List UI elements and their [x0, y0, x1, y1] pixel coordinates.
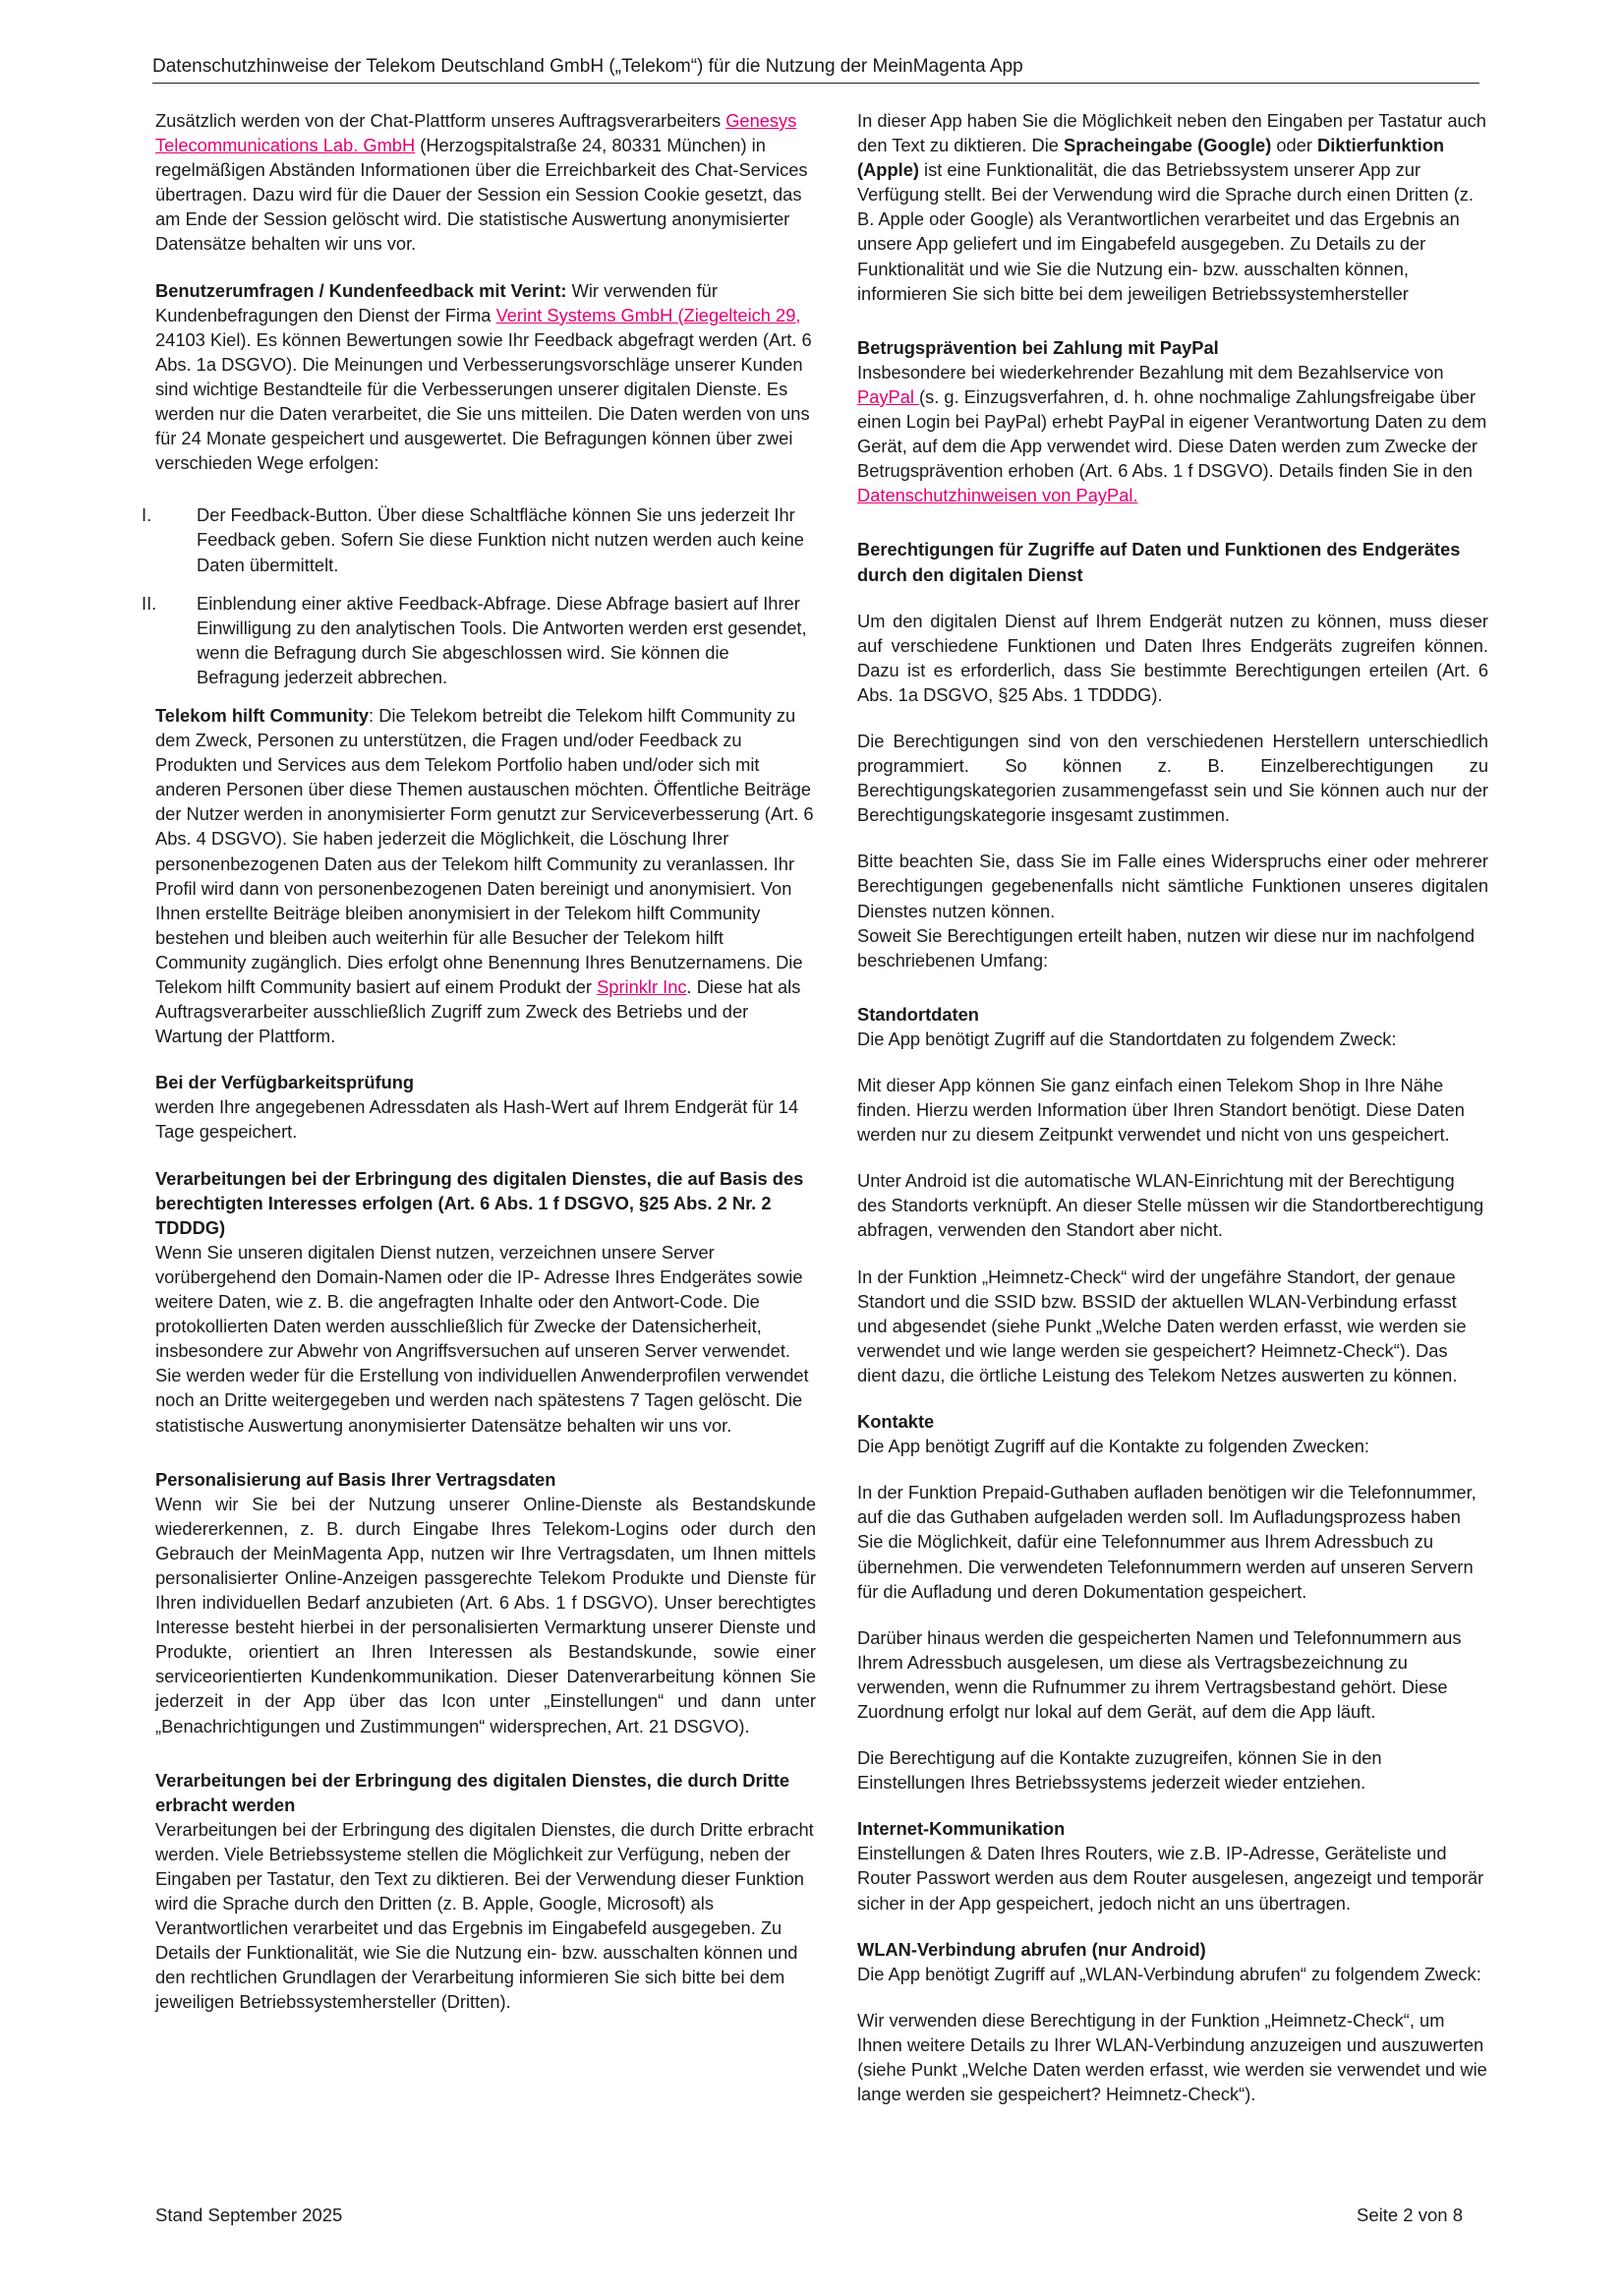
list-text: Einblendung einer aktive Feedback-Abfrage. Diese Abfrage basiert auf Ihrer Einwilligung zu den analytischen Tools. Die Antworten werden erst gesendet, wenn die Befragung durch Sie abgeschlossen wird. Sie können die Befragung jederzeit abbrechen. [197, 592, 807, 687]
community-text: : Die Telekom betreibt die Telekom hilft Community zu dem Zweck, Personen zu unterstützen, die Fragen und/oder Feedback zu Produkten und Services aus dem Telekom Portfolio haben und/oder sich mit anderen Personen über diese Themen austauschen möchten. Öffentliche Beiträge der Nutzer werden in anonymisierter Form genutzt zur Serviceverbesserung (Art. 6 Abs. 4 DSGVO). Sie haben jederzeit die Möglichkeit, die Löschung Ihrer personenbezogenen Daten aus der Telekom hilft Community zu veranlassen. Ihr Profil wird dann von personenbezogenen Daten bereinigt und anonymisiert. Von Ihnen erstellte Beiträge bleiben anonymisiert in der Telekom hilft Community bestehen und bleiben auch weiterhin für alle Besucher der Telekom hilft Community zugänglich. Dies erfolgt ohne Benennung Ihres Benutzernamens. Die Telekom hilft Community basiert auf einem Produkt der [155, 704, 814, 997]
wlan-text-2: Wir verwenden diese Berechtigung in der Funktion „Heimnetz-Check“, um Ihnen weitere Details zu Ihrer WLAN-Verbindung anzuzeigen und auszuwerten (siehe Punkt „Welche Daten werden erfasst, wie werden sie verwendet und wie lange werden sie gespeichert? Heimnetz-Check“). [857, 2009, 1487, 2105]
contacts-text-2: In der Funktion Prepaid-Guthaben aufladen benötigen wir die Telefonnummer, auf die das Guthaben aufgeladen werden soll. Im Aufladungsprozess haben Sie die Möglichkeit, dafür eine Telefonnummer aus Ihrem Adressbuch zu übernehmen. Die verwendeten Telefonnummern werden auf unseren Servern für die Aufladung und deren Dokumentation gespeichert. [857, 1482, 1477, 1602]
page-header: Datenschutzhinweise der Telekom Deutschland GmbH („Telekom“) für die Nutzung der MeinMagenta App [152, 55, 1479, 84]
contacts-paragraph [857, 1409, 1488, 1458]
location-heading: Standortdaten [857, 1003, 979, 1025]
availability-text: werden Ihre angegebenen Adressdaten als Hash-Wert auf Ihrem Endgerät für 14 Tage gespeichert. [155, 1096, 799, 1143]
contacts-text-3: Darüber hinaus werden die gespeicherten Namen und Telefonnummern aus Ihrem Adressbuch ausgelesen, um diese als Vertragsbezeichnung zu verwenden, wenn die Rufnummer zu ihrem Vertragsbestand gehört. Diese Zuordnung erfolgt nur lokal auf dem Gerät, auf dem die App läuft. [857, 1626, 1462, 1722]
availability-paragraph [155, 1070, 816, 1144]
location-text-2: Mit dieser App können Sie ganz einfach einen Telekom Shop in Ihre Nähe finden. Hierzu werden Information über Ihren Standort benötigt. Diese Daten werden nur zu diesem Zeitpunkt verwendet und nicht von uns gespeichert. [857, 1075, 1465, 1146]
dictation-text-2: oder [1271, 135, 1318, 156]
internet-paragraph [857, 1816, 1488, 1914]
paypal-link[interactable]: PayPal [857, 385, 920, 407]
personal-text: Wenn wir Sie bei der Nutzung unserer Online-Dienste als Bestandskunde wiedererkennen, z. B. durch Eingabe Ihres Telekom-Logins oder durch den Gebrauch der MeinMagenta App, nutzen wir Ihre Vertragsdaten, um Ihnen mittels personalisierter Online-Anzeigen passgerechte Telekom Produkte und Dienste für Ihren individuellen Bedarf anzubieten (Art. 6 Abs. 1 f DSGVO). Unser berechtigtes Interesse besteht hierbei in der personalisierten Vermarktung unserer Dienste und Produkte, orientiert an Ihren Interessen als Bestandskunde, sowie einer serviceorientierten Kundenkommunikation. Dieser Datenverarbeitung können Sie jederzeit in der App über das Icon unter „Einstellungen“ und dann unter „Benachrichtigungen und Zustimmungen“ widersprechen, Art. 21 DSGVO). [155, 1493, 816, 1737]
dictation-paragraph [857, 108, 1488, 306]
personal-paragraph [155, 1467, 816, 1738]
third-heading: Verarbeitungen bei der Erbringung des digitalen Dienstes, die durch Dritte erbracht werden [155, 1769, 790, 1815]
location-text: Die App benötigt Zugriff auf die Standortdaten zu folgendem Zweck: [857, 1028, 1397, 1049]
contacts-text-4: Die Berechtigung auf die Kontakte zuzugreifen, können Sie in den Einstellungen Ihres Betriebssystems jederzeit wieder entziehen. [857, 1747, 1382, 1794]
verint-link[interactable]: Verint Systems GmbH (Ziegelteich 29, [495, 304, 801, 325]
contacts-text: Die App benötigt Zugriff auf die Kontakte zu folgenden Zwecken: [857, 1436, 1370, 1457]
permissions-heading: Berechtigungen für Zugriffe auf Daten und Funktionen des Endgerätes durch den digitalen Dienst [857, 539, 1461, 585]
footer-date: Stand September 2025 [155, 2205, 343, 2225]
legit-paragraph [155, 1166, 816, 1438]
verint-text-2: 24103 Kiel). Es können Bewertungen sowie Ihr Feedback abgefragt werden (Art. 6 Abs. 1a DSGVO). Die Meinungen und Verbesserungsvorschläge unserer Kunden sind wichtige Bestandteile für die Verbesserungen unserer digitalen Dienste. Es werden nur die Daten verarbeitet, die Sie uns mitteilen. Die Daten werden von uns für 24 Monate gespeichert und ausgewertet. Die Befragungen können über zwei verschieden Wege erfolgen: [155, 328, 812, 474]
location-text-3: Unter Android ist die automatische WLAN-Einrichtung mit der Berechtigung des Standorts verknüpft. An dieser Stelle müssen wir die Standortberechtigung abfragen, verwenden den Standort aber nicht. [857, 1170, 1484, 1241]
chat-text-2: (Herzogspitalstraße 24, 80331 München) in regelmäßigen Abständen Informationen über die Erreichbarkeit des Chat-Services übertragen. Dazu wird für die Dauer der Session ein Session Cookie gesetzt, das am Ende der Session gelöscht wird. Die statistische Auswertung anonymisierter Datensätze behalten wir uns vor. [155, 135, 808, 255]
paypal-paragraph [857, 335, 1488, 508]
permissions-text-4: Soweit Sie Berechtigungen erteilt haben, nutzen wir diese nur im nachfolgend beschriebenen Umfang: [857, 924, 1476, 971]
list-number: II. [142, 592, 157, 614]
verint-paragraph [155, 278, 816, 476]
permissions-text-1: Um den digitalen Dienst auf Ihrem Endgerät nutzen zu können, muss dieser auf verschiedene Funktionen und Daten Ihres Endgeräts zugreifen können. Dazu ist es erforderlich, dass Sie bestimmte Berechtigungen erteilen (Art. 6 Abs. 1a DSGVO, §25 Abs. 1 TDDDG). [857, 610, 1488, 705]
list-number: I. [142, 504, 152, 526]
paypal-privacy-link[interactable]: Datenschutzhinweisen von PayPal. [857, 485, 1138, 506]
right-column [857, 108, 1488, 2116]
community-text-2: . Diese hat als Auftragsverarbeiter ausschließlich Zugriff zum Zweck des Betriebs und der Wartung der Plattform. [155, 976, 801, 1047]
wlan-paragraph [857, 1937, 1488, 1986]
internet-text: Einstellungen & Daten Ihres Routers, wie z.B. IP-Adresse, Geräteliste und Router Passwort werden aus dem Router ausgelesen, angezeigt und temporär sicher in der App gespeichert, jedoch nicht an uns übertragen. [857, 1843, 1484, 1913]
third-paragraph [155, 1768, 816, 2015]
chat-paragraph [155, 108, 816, 257]
availability-heading: Bei der Verfügbarkeitsprüfung [155, 1072, 415, 1093]
legit-heading: Verarbeitungen bei der Erbringung des digitalen Dienstes, die auf Basis des berechtigten Interesses erfolgen (Art. 6 Abs. 1 f DSGVO, §25 Abs. 2 Nr. 2 TDDDG) [155, 1167, 804, 1238]
paypal-text: Insbesondere bei wiederkehrender Bezahlung mit dem Bezahlservice von [857, 361, 1444, 383]
permissions-text-2: Die Berechtigungen sind von den verschiedenen Herstellern unterschiedlich programmiert. So können z. B. Einzelberechtigungen zu Berechtigungskategorien zusammengefasst sein und Sie können auch nur der Berechtigungskategorie insgesamt zustimmen. [857, 730, 1488, 826]
verint-heading: Benutzerumfragen / Kundenfeedback mit Verint: [155, 279, 567, 301]
dictation-bold-google: Spracheingabe (Google) [1064, 135, 1272, 156]
internet-heading: Internet-Kommunikation [857, 1818, 1066, 1840]
sprinklr-link[interactable]: Sprinklr Inc [597, 976, 687, 997]
dictation-text: In dieser App haben Sie die Möglichkeit neben den Eingaben per Tastatur auch den Text zu diktieren. Die [857, 110, 1486, 156]
genesys-link[interactable]: Genesys Telecommunications Lab. GmbH [155, 110, 797, 156]
list-item [142, 591, 816, 689]
paypal-text-2: (s. g. Einzugsverfahren, d. h. ohne nochmalige Zahlungsfreigabe über einen Login bei PayPal) erhebt PayPal in eigener Verantwortung Daten zu dem Gerät, auf dem die App verwendet wird. Diese Daten werden zum Zwecke der Betrugsprävention erhoben (Art. 6 Abs. 1 f DSGVO). Details finden Sie in den [857, 385, 1487, 482]
paypal-heading: Betrugsprävention bei Zahlung mit PayPal [857, 336, 1219, 358]
personal-heading: Personalisierung auf Basis Ihrer Vertragsdaten [155, 1468, 556, 1490]
permissions-heading-paragraph [857, 537, 1488, 586]
left-column [142, 108, 816, 2025]
list-text: Der Feedback-Button. Über diese Schaltfläche können Sie uns jederzeit Ihr Feedback geben. Sofern Sie diese Funktion nicht nutzen werden auch keine Daten übermittelt. [197, 504, 804, 575]
community-paragraph [155, 703, 816, 1048]
list-item [142, 502, 816, 576]
chat-text: Zusätzlich werden von der Chat-Plattform unseres Auftragsverarbeiters [155, 110, 726, 131]
third-text: Verarbeitungen bei der Erbringung des digitalen Dienstes, die durch Dritte erbracht werden. Viele Betriebssysteme stellen die Möglichkeit zur Verfügung, neben der Eingaben per Tastatur, den Text zu diktieren. Bei der Verwendung dieser Funktion wird die Sprache durch den Dritten (z. B. Apple, Google, Microsoft) als Verantwortlichen verarbeitet und das Ergebnis im Eingabefeld ausgegeben. Zu Details der Funktionalität, wie Sie die Nutzung ein- bzw. ausschalten können und den rechtlichen Grundlagen der Verarbeitung informieren Sie sich bitte bei dem jeweiligen Betriebssystemhersteller (Dritten). [155, 1818, 814, 2013]
contacts-heading: Kontakte [857, 1411, 935, 1433]
dictation-text-3: ist eine Funktionalität, die das Betriebssystem unserer App zur Verfügung stellt. Bei der Verwendung wird die Sprache durch einen Dritten (z. B. Apple oder Google) als Verantwortlichen verarbeitet und das Ergebnis an unsere App geliefert und im Eingabefeld ausgegeben. Zu Details zu der Funktionalität und wie Sie die Nutzung ein- bzw. ausschalten können, informieren Sie sich bitte bei dem jeweiligen Betriebssystemhersteller [857, 159, 1474, 304]
verint-text: Wir verwenden für Kundenbefragungen den Dienst der Firma [155, 279, 718, 325]
wlan-text: Die App benötigt Zugriff auf „WLAN-Verbindung abrufen“ zu folgendem Zweck: [857, 1963, 1481, 1984]
footer-page-number: Seite 2 von 8 [1357, 2205, 1463, 2225]
community-heading: Telekom hilft Community [155, 704, 370, 726]
wlan-heading: WLAN-Verbindung abrufen (nur Android) [857, 1938, 1206, 1960]
legit-text: Wenn Sie unseren digitalen Dienst nutzen, verzeichnen unsere Server vorübergehend den Domain-Namen oder die IP- Adresse Ihres Endgerätes sowie weitere Daten, wie z. B. die angefragten Inhalte oder den Antwort-Code. Die protokollierten Daten werden ausschließlich für Zwecke der Datensicherheit, insbesondere zur Abwehr von Angriffsversuchen auf unseren Server verwendet. Sie werden weder für die Erstellung von individuellen Anwenderprofilen verwendet noch an Dritte weitergegeben und werden nach spätestens 7 Tagen gelöscht. Die statistische Auswertung anonymisierter Datensätze behalten wir uns vor. [155, 1241, 809, 1436]
permissions-text-3: Bitte beachten Sie, dass Sie im Falle eines Widerspruchs einer oder mehrerer Berechtigungen gegebenenfalls nicht sämtliche Funktionen unseres digitalen Dienstes nutzen können. [857, 851, 1488, 921]
location-paragraph [857, 1002, 1488, 1051]
location-text-4: In der Funktion „Heimnetz-Check“ wird der ungefähre Standort, der genaue Standort und die SSID bzw. BSSID der aktuellen WLAN-Verbindung erfasst und abgesendet (siehe Punkt „Welche Daten werden erfasst, wie werden sie verwendet und wie lange werden sie gespeichert? Heimnetz-Check“). Das dient dazu, die örtliche Leistung des Telekom Netzes auswerten zu können. [857, 1266, 1467, 1385]
dictation-bold-apple: Diktierfunktion (Apple) [857, 135, 1445, 181]
feedback-list [142, 502, 816, 689]
